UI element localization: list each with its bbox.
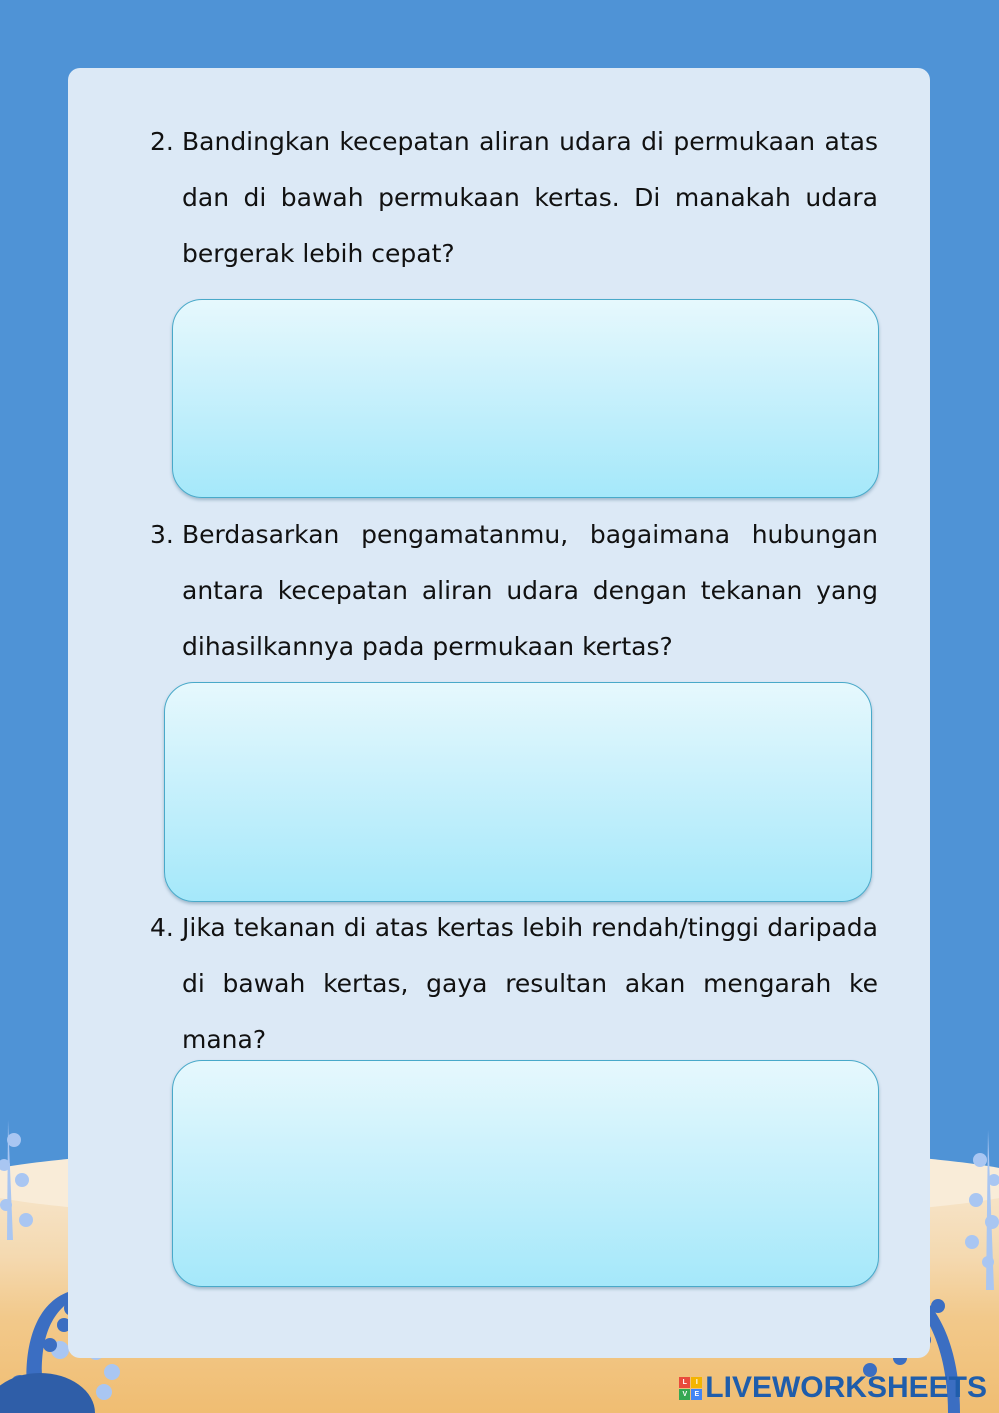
- question-2: [150, 114, 878, 282]
- question-4: [150, 900, 878, 1068]
- brand-name: LIVEWORKSHEETS: [705, 1371, 987, 1404]
- question-text: Jika tekanan di atas kertas lebih rendah/tinggi daripada di bawah kertas, gaya resultan akan mengarah ke mana?: [182, 913, 878, 1054]
- answer-box-2[interactable]: [172, 299, 879, 498]
- answer-box-4[interactable]: [172, 1060, 879, 1287]
- question-text: Berdasarkan pengamatanmu, bagaimana hubungan antara kecepatan aliran udara dengan tekanan yang dihasilkannya pada permukaan kertas?: [182, 520, 878, 661]
- question-number: 3.: [150, 520, 174, 549]
- question-number: 4.: [150, 913, 174, 942]
- question-3: [150, 507, 878, 675]
- liveworksheets-brand[interactable]: [679, 1371, 987, 1405]
- answer-box-3[interactable]: [164, 682, 872, 902]
- question-text: Bandingkan kecepatan aliran udara di permukaan atas dan di bawah permukaan kertas. Di manakah udara bergerak lebih cepat?: [182, 127, 878, 268]
- question-number: 2.: [150, 127, 174, 156]
- liveworksheets-logo-icon: L I V E: [679, 1377, 702, 1400]
